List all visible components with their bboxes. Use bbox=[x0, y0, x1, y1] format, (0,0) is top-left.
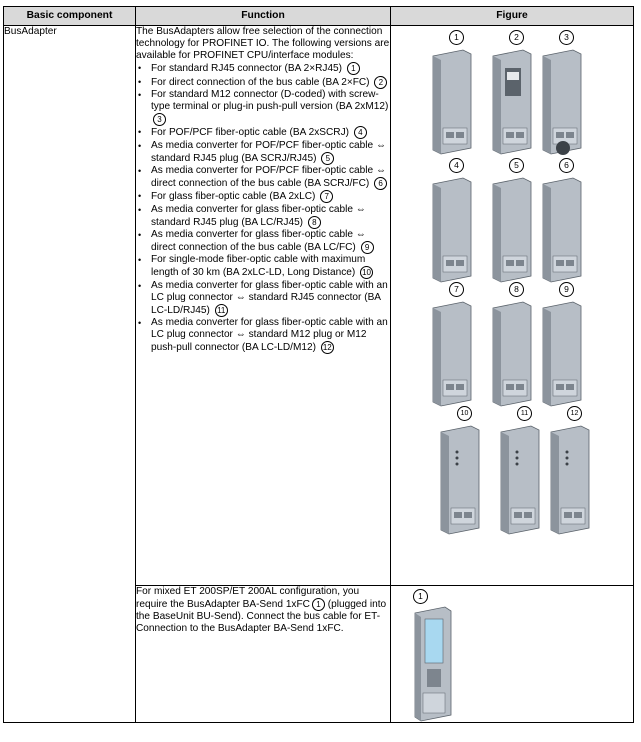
figure-number: 1 bbox=[449, 30, 464, 45]
figure-number: 7 bbox=[449, 282, 464, 297]
busadapter-figure bbox=[429, 158, 485, 288]
busadapter-figure bbox=[429, 30, 485, 160]
busadapter-figure bbox=[539, 30, 595, 160]
list-item bbox=[136, 89, 390, 126]
list-item-text: For POF/PCF fiber-optic cable (BA 2xSCRJ) bbox=[151, 127, 350, 139]
busadapter-figure bbox=[489, 30, 545, 160]
header-row bbox=[4, 7, 634, 26]
busadapter-figure bbox=[489, 282, 545, 412]
figure-number: 1 bbox=[413, 589, 428, 604]
number-badge: 10 bbox=[360, 266, 373, 279]
list-item bbox=[136, 126, 390, 139]
list-item bbox=[136, 280, 390, 317]
list-item-text: For single-mode fiber-optic cable with maximum length of 30 km (BA 2xLC-LD, Long Distance) bbox=[151, 254, 366, 279]
figure-number: 4 bbox=[449, 158, 464, 173]
busadapter-figure bbox=[429, 282, 485, 412]
list-item-text: For standard M12 connector (D-coded) with screw-type terminal or plug-in push-pull version (BA 2xM12) bbox=[151, 88, 389, 112]
list-item-text: For direct connection of the bus cable (BA 2×FC) bbox=[151, 76, 370, 88]
number-badge: 7 bbox=[320, 190, 333, 203]
list-item bbox=[136, 165, 390, 190]
busadapter-figure bbox=[497, 406, 553, 536]
figure-cell bbox=[391, 26, 634, 586]
list-item-text: For standard RJ45 connector (BA 2×RJ45) bbox=[151, 63, 343, 75]
list-item-text: As media converter for glass fiber-optic cable with an LC plug connector ⇔ standard M12 plug or M12 push-pull connector (BA LC-LD/M12) bbox=[151, 317, 388, 354]
function-cell bbox=[136, 26, 391, 586]
send-text-after: (plugged into the BaseUnit BU-Send). Connect the bus cable for ET-Connection to the BusAdapter BA-Send 1xFC. bbox=[136, 599, 387, 635]
ba-send-figure bbox=[409, 589, 469, 719]
number-badge: 2 bbox=[374, 76, 387, 89]
send-function-cell bbox=[136, 586, 391, 723]
figure-number: 3 bbox=[559, 30, 574, 45]
number-badge: 5 bbox=[321, 152, 334, 165]
component-name: BusAdapter bbox=[4, 26, 136, 723]
list-item bbox=[136, 140, 390, 165]
number-badge: 6 bbox=[374, 177, 387, 190]
figure-number: 9 bbox=[559, 282, 574, 297]
number-badge: 1 bbox=[347, 62, 360, 75]
ba-send-device-image bbox=[409, 605, 469, 723]
number-badge: 4 bbox=[354, 126, 367, 139]
send-number-badge: 1 bbox=[312, 598, 325, 611]
busadapter-figure bbox=[489, 158, 545, 288]
header-function: Function bbox=[136, 7, 391, 26]
table-row bbox=[4, 26, 634, 586]
version-list bbox=[136, 62, 390, 354]
list-item bbox=[136, 62, 390, 75]
header-figure: Figure bbox=[391, 7, 634, 26]
number-badge: 3 bbox=[153, 113, 166, 126]
component-table bbox=[3, 6, 634, 723]
header-basic-component: Basic component bbox=[4, 7, 136, 26]
list-item-text: As media converter for glass fiber-optic cable ⇔ standard RJ45 plug (BA LC/RJ45) bbox=[151, 203, 366, 228]
list-item-text: As media converter for glass fiber-optic cable ⇔ direct connection of the bus cable (BA LC/FC) bbox=[151, 228, 366, 254]
list-item-text: As media converter for POF/PCF fiber-optic cable ⇔ standard RJ45 plug (BA SCRJ/RJ45) bbox=[151, 139, 387, 164]
send-text: For mixed ET 200SP/ET 200AL configuration, you require the BusAdapter BA-Send 1xFC bbox=[136, 586, 360, 611]
function-intro: The BusAdapters allow free selection of the connection technology for PROFINET IO. The following versions are available for PROFINET CPU/interface modules: bbox=[136, 26, 390, 62]
list-item bbox=[136, 254, 390, 279]
list-item bbox=[136, 76, 390, 89]
busadapter-figure bbox=[539, 282, 595, 412]
number-badge: 12 bbox=[321, 341, 334, 354]
list-item bbox=[136, 204, 390, 229]
list-item bbox=[136, 317, 390, 354]
figure-number: 2 bbox=[509, 30, 524, 45]
list-item-text: As media converter for glass fiber-optic cable with an LC plug connector ⇔ standard RJ45 connector (BA LC-LD/RJ45) bbox=[151, 279, 388, 316]
number-badge: 11 bbox=[215, 304, 228, 317]
figure-number: 5 bbox=[509, 158, 524, 173]
list-item-text: For glass fiber-optic cable (BA 2xLC) bbox=[151, 191, 316, 203]
figure-number: 12 bbox=[567, 406, 582, 421]
list-item bbox=[136, 229, 390, 254]
busadapter-figure bbox=[437, 406, 493, 536]
list-item bbox=[136, 190, 390, 203]
busadapter-figure bbox=[539, 158, 595, 288]
number-badge: 8 bbox=[308, 216, 321, 229]
send-figure-cell bbox=[391, 586, 634, 723]
number-badge: 9 bbox=[361, 241, 374, 254]
list-item-text: As media converter for POF/PCF fiber-optic cable ⇔ direct connection of the bus cable (BA SCRJ/FC) bbox=[151, 164, 387, 190]
busadapter-figure bbox=[547, 406, 603, 536]
figure-number: 6 bbox=[559, 158, 574, 173]
figure-number: 11 bbox=[517, 406, 532, 421]
figure-number: 10 bbox=[457, 406, 472, 421]
figure-number: 8 bbox=[509, 282, 524, 297]
